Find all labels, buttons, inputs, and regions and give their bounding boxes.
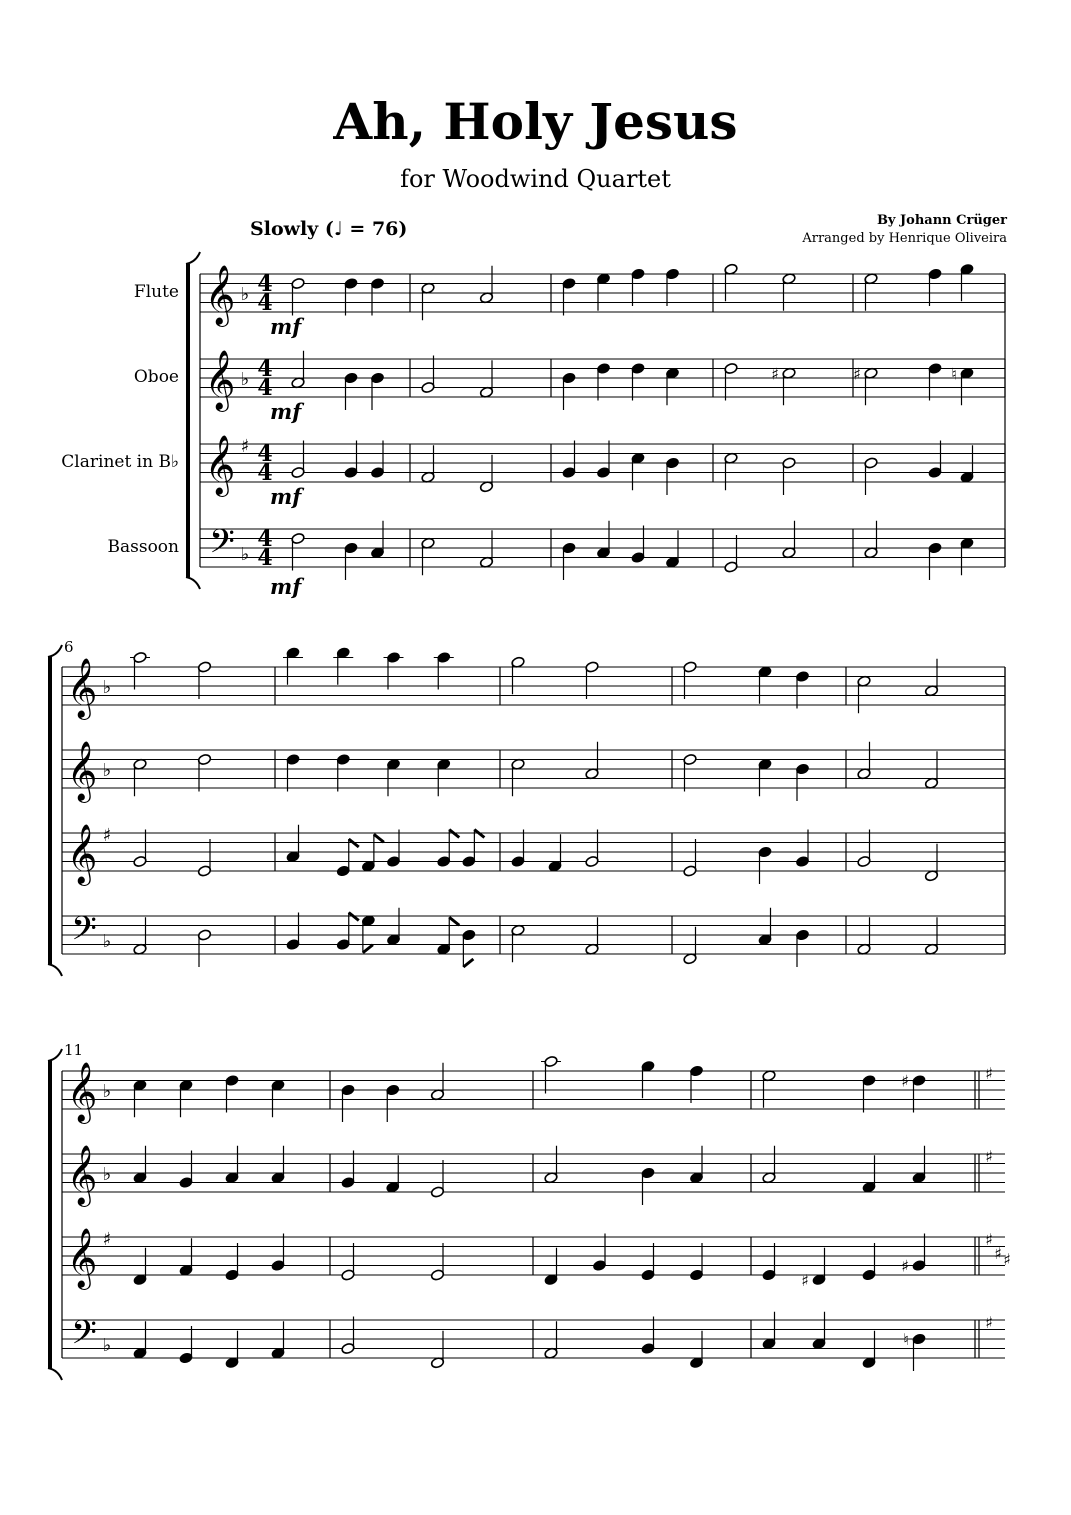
time-signature-bottom: 4 [257,545,273,571]
flat-icon: ♭ [102,1081,112,1102]
sharp-icon: ♯ [901,1256,909,1276]
instrument-label-clarinet: Clarinet in B♭ [61,452,179,472]
eighth-flag [449,917,459,925]
time-signature-top: 4 [257,356,273,382]
natural-icon: ♮ [951,364,957,384]
treble-clef-icon: 𝄞 [66,658,98,718]
sharp-icon: ♯ [853,364,861,384]
bracket-bottom-hook [48,964,62,976]
flat-icon: ♭ [102,760,112,781]
sharp-icon: ♯ [994,1244,1002,1263]
instrument-label-flute: Flute [133,282,179,302]
flat-icon: ♭ [102,1335,112,1356]
sharp-icon: ♯ [985,1147,993,1166]
score-subtitle: for Woodwind Quartet [400,165,671,193]
bass-clef-icon: 𝄢 [71,910,97,956]
flat-icon: ♭ [102,1164,112,1185]
dynamic-oboe: mf [270,399,302,424]
flat-icon: ♭ [240,284,250,305]
flat-icon: ♭ [102,677,112,698]
natural-icon: ♮ [903,1330,909,1349]
time-signature-top: 4 [257,441,273,467]
sharp-icon: ♯ [985,1313,993,1332]
tempo-marking: Slowly (♩ = 76) [250,218,408,240]
arranger-credit: Arranged by Henrique Oliveira [802,231,1007,246]
treble-clef-icon: 𝄞 [204,435,236,495]
bracket-bottom-hook [186,577,200,589]
treble-clef-icon: 𝄞 [66,741,98,801]
dynamic-bassoon: mf [270,574,302,599]
dynamic-clarinet: mf [270,484,302,509]
sharp-icon: ♯ [901,1071,909,1091]
treble-clef-icon: 𝄞 [204,350,236,410]
sharp-icon: ♯ [1003,1250,1011,1269]
treble-clef-icon: 𝄞 [204,265,236,325]
treble-clef-icon: 𝄞 [66,824,98,884]
eighth-flag [363,945,373,953]
bracket-bottom-hook [48,1368,62,1380]
measure-number-11: 11 [64,1041,84,1059]
time-signature-top: 4 [257,271,273,297]
sharp-icon: ♯ [985,1064,993,1083]
time-signature-bottom: 4 [257,460,273,486]
bracket-top-hook [48,645,62,657]
flat-icon: ♭ [102,931,112,952]
sharp-icon: ♯ [771,364,779,384]
sharp-icon: ♯ [801,1270,809,1290]
time-signature-top: 4 [257,526,273,552]
eighth-flag [463,959,473,967]
instrument-label-oboe: Oboe [133,367,179,387]
dynamic-flute: mf [270,314,302,339]
score-title: Ah, Holy Jesus [333,92,738,151]
sharp-icon: ♯ [240,436,250,457]
treble-clef-icon: 𝄞 [66,1062,98,1122]
instrument-label-bassoon: Bassoon [107,537,179,557]
composer-credit: By Johann Crüger [876,213,1007,228]
sharp-icon: ♯ [102,825,112,846]
sharp-icon: ♯ [102,1229,112,1250]
time-signature-bottom: 4 [257,290,273,316]
eighth-flag [374,834,384,842]
bass-clef-icon: 𝄢 [209,523,235,569]
time-signature-bottom: 4 [257,375,273,401]
bracket-top-hook [186,252,200,264]
measure-number-6: 6 [64,638,74,656]
flat-icon: ♭ [240,369,250,390]
sharp-icon: ♯ [985,1230,993,1249]
treble-clef-icon: 𝄞 [66,1145,98,1205]
bracket-top-hook [48,1049,62,1061]
treble-clef-icon: 𝄞 [66,1228,98,1288]
bass-clef-icon: 𝄢 [71,1314,97,1360]
flat-icon: ♭ [240,544,250,565]
